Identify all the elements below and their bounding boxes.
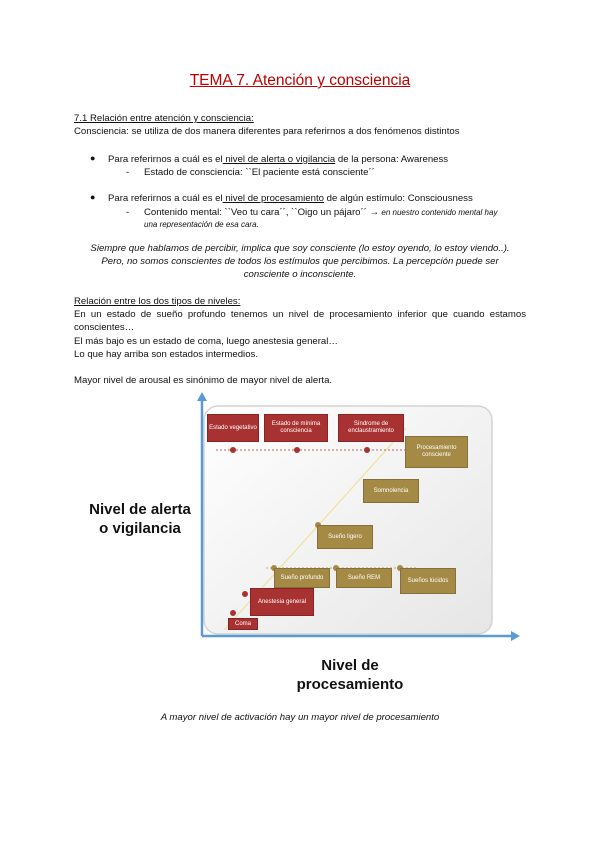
bullet-consciousness: Para referirnos a cuál es el nivel de procesamiento de algún estímulo: Consciousness: [108, 193, 473, 204]
y-axis-label-line2: o vigilancia: [99, 520, 181, 537]
x-axis-arrow: [511, 631, 520, 641]
red-dot: [230, 447, 236, 453]
box-suenos-lucidos: Sueños lúcidos: [400, 568, 456, 594]
red-dot: [242, 591, 248, 597]
red-dot: [230, 610, 236, 616]
box-somnolencia: Somnolencia: [363, 479, 419, 503]
paragraph-coma: El más bajo es un estado de coma, luego anestesia general…: [74, 336, 338, 347]
sub-awareness: Estado de consciencia: ``El paciente está consciente´´: [144, 167, 375, 178]
box-sueno-ligero: Sueño ligero: [317, 525, 373, 549]
x-axis-label-line1: Nivel de: [321, 657, 379, 674]
red-dot: [364, 447, 370, 453]
box-anestesia-general: Anestesia general: [250, 588, 314, 616]
section-heading-relacion: Relación entre los dos tipos de niveles:: [74, 296, 241, 307]
bullet-awareness: Para referirnos a cuál es el nivel de alerta o vigilancia de la persona: Awareness: [108, 154, 449, 165]
sub-consciousness-cont: una representación de esa cara.: [144, 220, 259, 229]
bullet-dot: ●: [90, 153, 96, 163]
page-title: TEMA 7. Atención y consciencia: [189, 72, 411, 89]
red-dot: [294, 447, 300, 453]
box-minima-consciencia: Estado de mínima consciencia: [264, 414, 328, 442]
box-enclaustramiento: Síndrome de enclaustramiento: [338, 414, 404, 442]
italic-note-3: consciente o inconsciente.: [243, 269, 357, 280]
paragraph-arousal: Mayor nivel de arousal es sinónimo de mayor nivel de alerta.: [74, 375, 333, 386]
alertness-processing-figure: [196, 392, 522, 650]
paragraph-sueno-line2: conscientes…: [74, 322, 135, 333]
consciencia-definition: Consciencia: se utiliza de dos manera diferentes para referirnos a dos fenómenos distintos: [74, 126, 460, 137]
italic-note-2: Pero, no somos conscientes de todos los estímulos que percibimos. La percepción puede ser: [101, 256, 499, 267]
y-axis-label-line1: Nivel de alerta: [89, 501, 191, 518]
box-coma: Coma: [228, 618, 258, 630]
box-procesamiento-consciente: Procesamiento consciente: [405, 436, 468, 468]
box-sueno-rem: Sueño REM: [336, 568, 392, 588]
box-estado-vegetativo: Estado vegetativo: [207, 414, 259, 442]
italic-note-1: Siempre que hablamos de percibir, implica que soy consciente (lo estoy oyendo, lo estoy viendo..).: [90, 243, 510, 254]
y-axis-arrow: [197, 392, 207, 401]
paragraph-intermedios: Lo que hay arriba son estados intermedios.: [74, 349, 258, 360]
dash: -: [126, 167, 130, 178]
figure-caption: A mayor nivel de activación hay un mayor nivel de procesamiento: [160, 712, 440, 723]
sub-consciousness: Contenido mental: ``Veo tu cara´´, ``Oigo un pájaro´´ → en nuestro contenido mental hay: [144, 207, 498, 218]
dash: -: [126, 207, 130, 218]
bullet-dot: ●: [90, 192, 96, 202]
section-heading-7-1: 7.1 Relación entre atención y consciencia:: [74, 113, 254, 124]
box-sueno-profundo: Sueño profundo: [274, 568, 330, 588]
x-axis-label-line2: procesamiento: [296, 676, 404, 693]
paragraph-sueno-line1: En un estado de sueño profundo tenemos un nivel de procesamiento inferior que cuando estamos: [74, 309, 526, 320]
